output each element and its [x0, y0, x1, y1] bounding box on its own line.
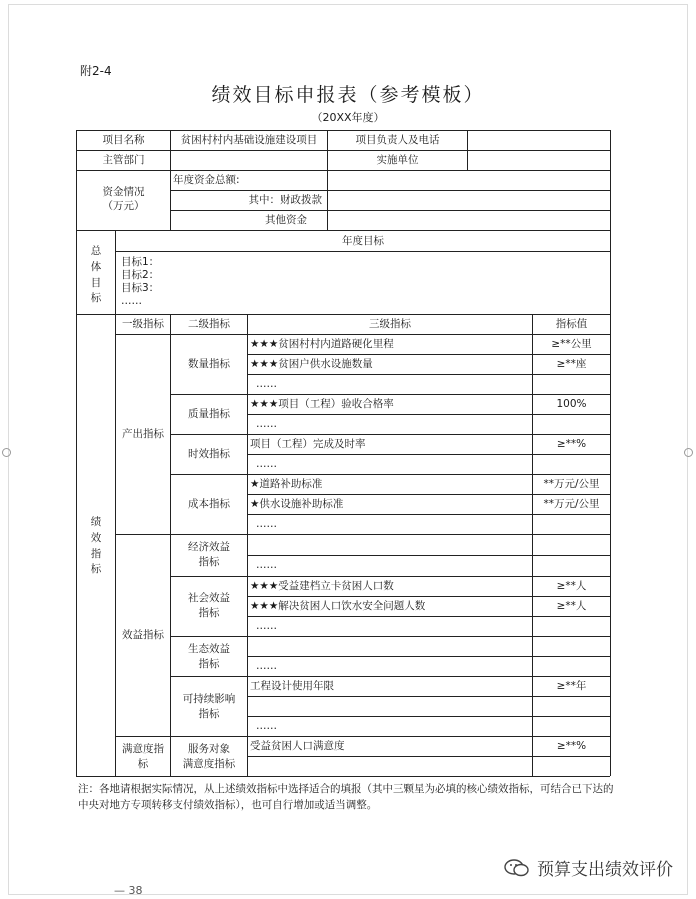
goal-more: …… [121, 295, 142, 307]
satisfaction-indicator: 满意度指 [122, 743, 164, 755]
annex-label: 附2-4 [80, 64, 112, 78]
row-ellipsis: …… [256, 720, 277, 732]
value-header: 指标值 [555, 318, 588, 330]
quality-indicator: 质量指标 [188, 408, 230, 420]
satisfaction-indicator-2: 标 [137, 758, 149, 770]
value-water-facilities: ≥**座 [556, 358, 587, 370]
fund-fiscal-label: 其中：财政拨款 [248, 194, 322, 206]
fund-total-label: 年度资金总额: [173, 174, 240, 186]
row-design-life: 工程设计使用年限 [250, 680, 334, 692]
row-ellipsis: …… [256, 378, 277, 390]
value-completion-rate: ≥**% [556, 438, 587, 450]
annual-target-header: 年度目标 [342, 235, 384, 247]
row-road-mileage: ★★★贫困村村内道路硬化里程 [250, 338, 394, 350]
fund-label: 资金情况 [102, 186, 145, 198]
value-road-subsidy: **万元/公里 [543, 478, 600, 490]
row-ellipsis: …… [256, 418, 277, 430]
row-water-subsidy: ★供水设施补助标准 [250, 498, 344, 510]
value-road-mileage: ≥**公里 [551, 338, 592, 350]
goal-1: 目标1： [121, 256, 160, 268]
value-water-subsidy: **万元/公里 [543, 498, 600, 510]
page-number: — 38 [114, 884, 143, 897]
timeliness-indicator: 时效指标 [188, 448, 230, 460]
watermark [503, 855, 673, 880]
punch-hole-left [2, 448, 11, 457]
output-indicator: 产出指标 [122, 428, 164, 440]
benefit-indicator: 效益指标 [122, 629, 164, 641]
service-target-indicator: 服务对象 [188, 743, 230, 755]
value-satisfaction: ≥**% [556, 740, 587, 752]
project-name-label: 项目名称 [102, 134, 145, 146]
row-ellipsis: …… [256, 660, 277, 672]
row-ellipsis: …… [256, 620, 277, 632]
row-ellipsis: …… [256, 518, 277, 530]
fund-unit-label: （万元） [102, 200, 145, 212]
value-beneficiaries: ≥**人 [556, 580, 587, 592]
quantity-indicator: 数量指标 [188, 358, 230, 370]
document-title: 绩效目标申报表（参考模板） [211, 84, 485, 106]
row-acceptance-rate: ★★★项目（工程）验收合格率 [250, 398, 394, 410]
value-design-life: ≥**年 [556, 680, 587, 692]
row-drinking-water: ★★★解决贫困人口饮水安全问题人数 [250, 600, 426, 612]
tier2-header: 二级指标 [188, 318, 230, 330]
document-year: （20XX年度） [311, 111, 385, 124]
ecological-benefit-indicator: 生态效益 [188, 643, 230, 655]
row-ellipsis: …… [256, 458, 277, 470]
unit-label: 实施单位 [376, 154, 419, 166]
fund-other-label: 其他资金 [265, 214, 307, 226]
row-road-subsidy: ★道路补助标准 [250, 478, 323, 490]
ecological-benefit-indicator-2: 指标 [198, 658, 220, 670]
watermark-text: 预算支出绩效评价 [537, 860, 673, 880]
wechat-icon [503, 858, 531, 878]
service-target-indicator-2: 满意度指标 [182, 758, 236, 770]
row-completion-rate: 项目（工程）完成及时率 [250, 438, 366, 450]
footnote: 注：各地请根据实际情况，从上述绩效指标中选择适合的填报（其中三颗星为必填的核心绩效指标，可结合已下达的中央对地方专项转移支付绩效指标），也可自行增加或适当调整。 [78, 783, 614, 812]
contact-label: 项目负责人及电话 [355, 134, 440, 146]
overall-target-label: 总体目标 [90, 245, 102, 305]
tier1-header: 一级指标 [122, 318, 164, 330]
dept-label: 主管部门 [102, 154, 145, 166]
economic-benefit-indicator: 经济效益 [188, 541, 230, 553]
sustainability-indicator: 可持续影响 [182, 693, 236, 705]
row-ellipsis: …… [256, 559, 277, 571]
row-satisfaction: 受益贫困人口满意度 [250, 740, 345, 752]
punch-hole-right [684, 448, 693, 457]
value-drinking-water: ≥**人 [556, 600, 587, 612]
project-name-value: 贫困村村内基础设施建设项目 [180, 134, 318, 146]
cost-indicator: 成本指标 [188, 498, 230, 510]
tier3-header: 三级指标 [369, 318, 411, 330]
row-water-facilities: ★★★贫困户供水设施数量 [250, 358, 373, 370]
sustainability-indicator-2: 指标 [198, 708, 220, 720]
goal-2: 目标2： [121, 269, 160, 281]
economic-benefit-indicator-2: 指标 [198, 556, 220, 568]
social-benefit-indicator-2: 指标 [198, 607, 220, 619]
value-acceptance-rate: 100% [556, 398, 587, 410]
row-beneficiaries: ★★★受益建档立卡贫困人口数 [250, 580, 394, 592]
goal-3: 目标3： [121, 282, 160, 294]
performance-indicator-label: 绩效指标 [90, 516, 102, 576]
social-benefit-indicator: 社会效益 [188, 592, 230, 604]
